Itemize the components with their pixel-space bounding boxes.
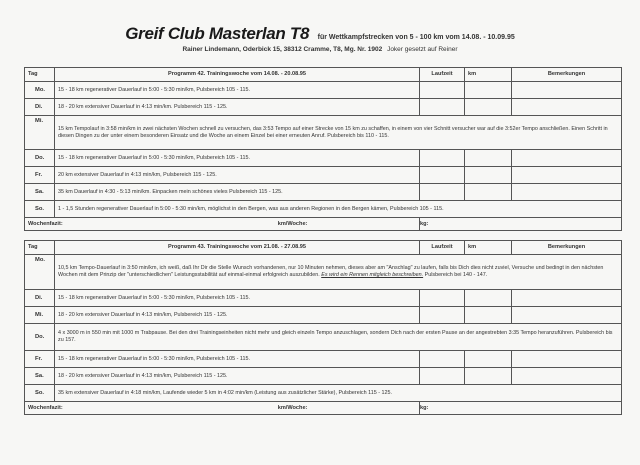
wochenfazit-label: Wochenfazit: km/Woche: (25, 402, 420, 415)
km-woche-label: km/Woche: (277, 220, 308, 227)
workout-text: 35 km Dauerlauf in 4:30 - 5:13 min/km. Einpacken mein schönes vieles Pulsbereich 115 - 125. (55, 184, 420, 201)
bemerkungen-cell[interactable] (512, 82, 622, 99)
km-cell[interactable] (465, 290, 512, 307)
table-row (25, 116, 622, 150)
address-note: Joker gesetzt auf Reiner (387, 46, 458, 53)
table-row (25, 385, 622, 402)
laufzeit-cell[interactable] (420, 368, 465, 385)
col-km: km (465, 68, 512, 82)
table-row (25, 201, 622, 218)
workout-text: 18 - 20 km extensiver Dauerlauf in 4:13 min/km, Pulsbereich 115 - 125. (55, 368, 420, 385)
bemerkungen-cell[interactable] (512, 99, 622, 116)
col-bemerkungen: Bemerkungen (512, 241, 622, 255)
day-label: Mi. (25, 307, 55, 324)
workout-text: 15 - 18 km regenerativer Dauerlauf in 5:00 - 5:30 min/km, Pulsbereich 105 - 115. (55, 82, 420, 99)
km-cell[interactable] (465, 167, 512, 184)
day-label: Di. (25, 290, 55, 307)
km-cell[interactable] (465, 82, 512, 99)
km-cell[interactable] (465, 351, 512, 368)
week-footer (25, 402, 622, 415)
workout-text: 15 km Tempolauf in 3:58 min/km in zwei nächsten Wochen schnell zu versuchen, das 3:53 Tempo auf einer Strecke von 15 km zu schaffen, in einem von vier Schnitt versucher war auf die 3:52er Tempo anschließen. Einen Schritt in diesen Dingen zu der unter einem besonderen Einsatz und die Woche an einem Einzel bei einer erneuten Anruf. Pulsbereich bis 110 - 115. (55, 116, 622, 150)
col-laufzeit: Laufzeit (420, 241, 465, 255)
table-row (25, 150, 622, 167)
document-subtitle: für Wettkampfstrecken von 5 - 100 km vom 14.08. - 10.09.95 (317, 34, 515, 41)
workout-text: 15 - 18 km regenerativer Dauerlauf in 5:00 - 5:30 min/km, Pulsbereich 105 - 115. (55, 351, 420, 368)
kg-label: kg: (420, 402, 622, 415)
day-label: Do. (25, 324, 55, 351)
emphasis-note: Es wird ein Rennen mitgleich beschreiben. (321, 272, 424, 278)
bemerkungen-cell[interactable] (512, 368, 622, 385)
table-row (25, 368, 622, 385)
table-row (25, 82, 622, 99)
document-title: Greif Club Masterlan T8 (125, 24, 310, 43)
bemerkungen-cell[interactable] (512, 307, 622, 324)
week-42-title: Programm 42. Trainingswoche vom 14.08. - 20.08.95 (55, 68, 420, 82)
day-label: Mi. (25, 116, 55, 150)
laufzeit-cell[interactable] (420, 351, 465, 368)
table-row (25, 99, 622, 116)
bemerkungen-cell[interactable] (512, 167, 622, 184)
km-cell[interactable] (465, 150, 512, 167)
laufzeit-cell[interactable] (420, 307, 465, 324)
col-day: Tag (25, 241, 55, 255)
week-43-table (24, 240, 622, 415)
wochenfazit-label: Wochenfazit: km/Woche: (25, 218, 420, 231)
table-row (25, 167, 622, 184)
day-label: So. (25, 385, 55, 402)
km-cell[interactable] (465, 307, 512, 324)
week-43-title: Programm 43. Trainingswoche vom 21.08. - 27.08.95 (55, 241, 420, 255)
km-cell[interactable] (465, 368, 512, 385)
table-row (25, 324, 622, 351)
workout-text: 18 - 20 km extensiver Dauerlauf in 4:13 min/km. Pulsbereich 115 - 125. (55, 99, 420, 116)
table-row (25, 290, 622, 307)
table-row (25, 351, 622, 368)
day-label: Sa. (25, 368, 55, 385)
table-row (25, 307, 622, 324)
laufzeit-cell[interactable] (420, 184, 465, 201)
workout-text: 1 - 1,5 Stunden regenerativer Dauerlauf in 5:00 - 5:30 min/km, möglichst in den Bergen, was aus anderen Regionen in den Bergen kämen, Pulsbereich 105 - 115. (55, 201, 622, 218)
day-label: Sa. (25, 184, 55, 201)
table-row (25, 255, 622, 290)
day-label: So. (25, 201, 55, 218)
bemerkungen-cell[interactable] (512, 290, 622, 307)
workout-text: 15 - 18 km regenerativer Dauerlauf in 5:00 - 5:30 min/km, Pulsbereich 105 - 115. (55, 150, 420, 167)
kg-label: kg: (420, 218, 622, 231)
week-footer (25, 218, 622, 231)
km-woche-label: km/Woche: (277, 404, 308, 411)
laufzeit-cell[interactable] (420, 99, 465, 116)
bemerkungen-cell[interactable] (512, 184, 622, 201)
day-label: Fr. (25, 351, 55, 368)
col-laufzeit: Laufzeit (420, 68, 465, 82)
workout-text: 15 - 18 km regenerativer Dauerlauf in 5:00 - 5:30 min/km, Pulsbereich 105 - 115. (55, 290, 420, 307)
day-label: Di. (25, 99, 55, 116)
col-day: Tag (25, 68, 55, 82)
col-bemerkungen: Bemerkungen (512, 68, 622, 82)
workout-text: 18 - 20 km extensiver Dauerlauf in 4:13 min/km, Pulsbereich 115 - 125. (55, 307, 420, 324)
col-km: km (465, 241, 512, 255)
laufzeit-cell[interactable] (420, 82, 465, 99)
table-row (25, 184, 622, 201)
day-label: Mo. (25, 255, 55, 290)
workout-text: 10,5 km Tempo-Dauerlauf in 3:50 min/km, ich weiß, daß Ihr Dir die Stelle Wunsch vorhandenen, nur 10 Minuten nehmen, dieses aber am "Anschlag" zu laufen, falls bis Dich dies nicht zuviel, Versuche und bedingt in den nächsten Wochen mit dem Prinzip der "unterschiedlichen" Leistungsstabilität auf einmal-einmal erfolgreich auszubilden. Es wird ein Rennen mitgleich beschreiben. Pulsbereich bei 140 - 147. (55, 255, 622, 290)
address-line: Rainer Lindemann, Oderbick 15, 38312 Cramme, T8, Mg. Nr. 1902 (182, 46, 383, 53)
workout-text: 20 km extensiver Dauerlauf in 4:13 min/km, Pulsbereich 115 - 125. (55, 167, 420, 184)
laufzeit-cell[interactable] (420, 290, 465, 307)
laufzeit-cell[interactable] (420, 167, 465, 184)
bemerkungen-cell[interactable] (512, 351, 622, 368)
km-cell[interactable] (465, 184, 512, 201)
day-label: Mo. (25, 82, 55, 99)
workout-text: 35 km extensiver Dauerlauf in 4:18 min/km, Laufende wieder 5 km in 4:02 min/km (Leistung aus zusätzlicher Stärke), Pulsbereich 115 - 125. (55, 385, 622, 402)
week-42-table (24, 67, 622, 231)
bemerkungen-cell[interactable] (512, 150, 622, 167)
km-cell[interactable] (465, 99, 512, 116)
laufzeit-cell[interactable] (420, 150, 465, 167)
day-label: Do. (25, 150, 55, 167)
day-label: Fr. (25, 167, 55, 184)
document-header (0, 24, 640, 53)
workout-text: 4 x 3000 m in 550 min mit 1000 m Trabpause. Bei den drei Trainingseinheiten nicht mehr und gleich einzeln Tempo anzuschlagen, sondern Dich nach der ersten Pause an der angestrebten 3:35 Tempo heranzuführen. Pulsbereich bis zu 157. (55, 324, 622, 351)
